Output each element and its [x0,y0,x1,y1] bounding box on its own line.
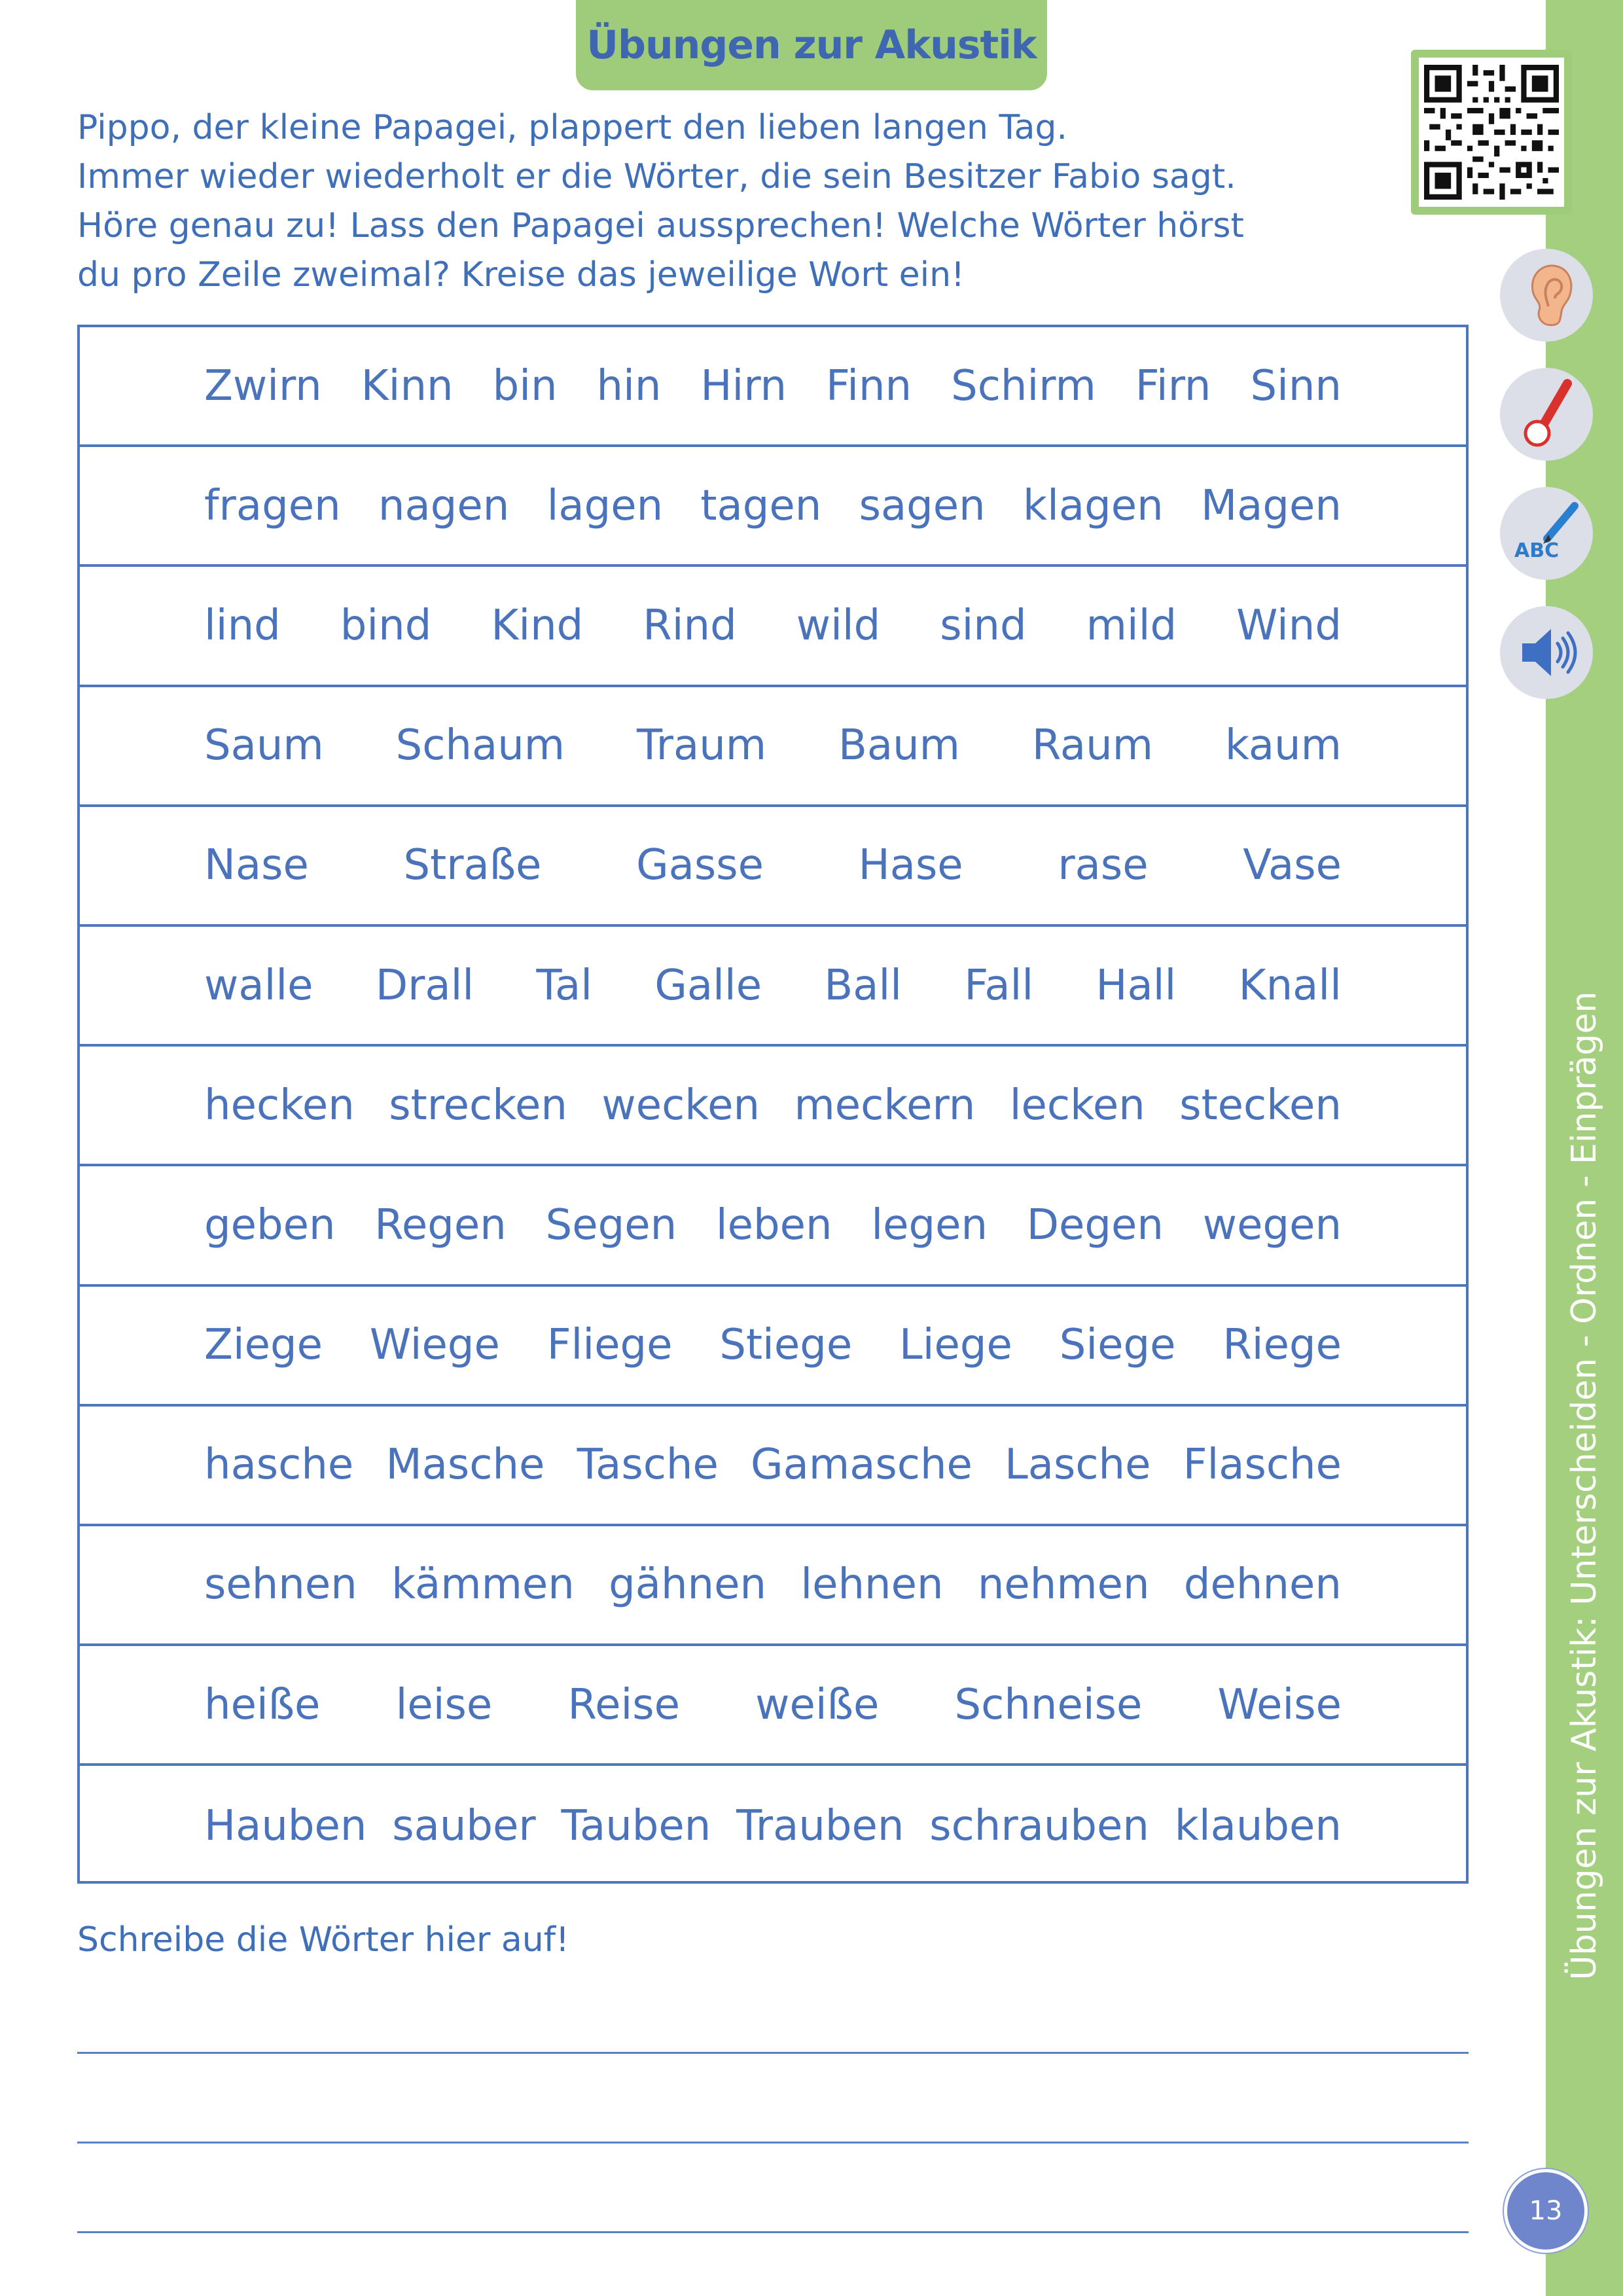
word-row [80,567,1466,687]
word-option[interactable]: Drall [375,961,474,1010]
writing-instruction: Schreibe die Wörter hier auf! [77,1920,569,1960]
instruction-line: Pippo, der kleine Papagei, plappert den lieben langen Tag. [77,108,1068,147]
word-row [80,1166,1466,1286]
word-option[interactable]: Sinn [1250,361,1342,410]
word-option[interactable]: Lasche [1005,1441,1151,1490]
audio-button[interactable] [1500,606,1593,699]
word-option[interactable]: Flasche [1183,1441,1342,1490]
word-option[interactable]: bind [340,601,432,650]
word-option[interactable]: sauber [392,1801,536,1850]
word-option[interactable]: Ball [824,961,902,1010]
abc-pencil-icon [1510,501,1582,566]
word-option[interactable]: Baum [838,721,960,770]
ear-button[interactable] [1500,249,1593,342]
word-option[interactable]: Schneise [954,1680,1143,1729]
word-row [80,1766,1466,1886]
word-option[interactable]: wegen [1202,1200,1342,1249]
word-option[interactable]: mild [1086,601,1177,650]
writing-line[interactable] [77,2142,1469,2144]
sidebar-label: Übungen zur Akustik: Unterscheiden - Ordnen - Einprägen [1565,991,1604,1981]
word-option[interactable]: Magen [1200,481,1342,530]
word-option[interactable]: Saum [204,721,324,770]
word-option[interactable]: Gasse [636,841,764,890]
word-option[interactable]: Weise [1217,1680,1342,1729]
word-option[interactable]: Siege [1059,1321,1176,1370]
word-row [80,327,1466,447]
word-option[interactable]: Tasche [577,1441,719,1490]
word-row [80,447,1466,567]
word-row [80,1287,1466,1407]
word-row [80,1526,1466,1646]
word-option[interactable]: hecken [204,1081,355,1130]
word-option[interactable]: Ziege [204,1321,323,1370]
word-option[interactable]: Hall [1096,961,1177,1010]
word-option[interactable]: fragen [204,481,341,530]
word-option[interactable]: Nase [204,841,309,890]
word-option[interactable]: geben [204,1200,336,1249]
word-option[interactable]: Hauben [204,1801,367,1850]
instruction-line: du pro Zeile zweimal? Kreise das jeweilige Wort ein! [77,255,965,295]
word-option[interactable]: lagen [546,481,664,530]
word-option[interactable]: lind [204,601,281,650]
word-table [77,325,1469,1884]
word-option[interactable]: leben [715,1200,832,1249]
word-option[interactable]: Vase [1243,841,1342,890]
word-option[interactable]: Reise [567,1680,680,1729]
word-option[interactable]: kaum [1224,721,1342,770]
word-option[interactable]: stecken [1179,1081,1342,1130]
word-row [80,687,1466,807]
word-option[interactable]: klagen [1023,481,1164,530]
word-option[interactable]: Segen [545,1200,677,1249]
title-tab [576,0,1047,90]
word-option[interactable]: Galle [654,961,762,1010]
word-option[interactable]: Tal [536,961,592,1010]
word-row [80,807,1466,927]
word-option[interactable]: Wiege [369,1321,500,1370]
svg-text:ABC: ABC [1514,539,1560,562]
word-option[interactable]: wild [796,601,881,650]
word-option[interactable]: Hase [858,841,963,890]
page-number: 13 [1504,2169,1588,2253]
word-row [80,1047,1466,1166]
word-option[interactable]: Kind [491,601,584,650]
word-option[interactable]: Liege [899,1321,1012,1370]
word-row [80,1407,1466,1526]
instruction-line: Immer wieder wiederholt er die Wörter, die sein Besitzer Fabio sagt. [77,157,1236,196]
word-option[interactable]: hin [596,361,662,410]
word-option[interactable]: Masche [385,1441,545,1490]
qr-code-icon[interactable] [1424,65,1559,200]
word-option[interactable]: Fliege [546,1321,673,1370]
writing-line[interactable] [77,2231,1469,2233]
word-option[interactable]: bin [492,361,558,410]
word-option[interactable]: rase [1058,841,1149,890]
word-option[interactable]: Straße [403,841,542,890]
word-option[interactable]: wecken [601,1081,760,1130]
word-option[interactable]: Stiege [719,1321,853,1370]
word-option[interactable]: walle [204,961,313,1010]
word-option[interactable]: Trauben [736,1801,904,1850]
word-row [80,1646,1466,1766]
word-option[interactable]: Firn [1135,361,1211,410]
word-option[interactable]: Raum [1031,721,1154,770]
word-option[interactable]: sagen [859,481,986,530]
word-option[interactable]: Tauben [561,1801,711,1850]
word-option[interactable]: Fall [964,961,1034,1010]
word-option[interactable]: dehnen [1183,1560,1342,1609]
magnifier-button[interactable] [1500,368,1593,461]
word-option[interactable]: Schaum [395,721,565,770]
word-option[interactable]: Rind [643,601,737,650]
word-option[interactable]: legen [871,1200,988,1249]
word-option[interactable]: Knall [1238,961,1342,1010]
word-option[interactable]: Traum [636,721,767,770]
word-option[interactable]: tagen [700,481,822,530]
word-option[interactable]: gähnen [609,1560,767,1609]
word-option[interactable]: weiße [755,1680,880,1729]
ear-icon [1517,259,1576,331]
word-option[interactable]: strecken [389,1081,567,1130]
word-option[interactable]: Kinn [361,361,454,410]
word-option[interactable]: Schirm [951,361,1096,410]
word-option[interactable]: sind [940,601,1027,650]
word-option[interactable]: hasche [204,1441,354,1490]
magnifier-icon [1514,378,1579,450]
word-option[interactable]: Finn [826,361,912,410]
word-option[interactable]: klauben [1174,1801,1342,1850]
word-option[interactable]: lehnen [800,1560,944,1609]
word-option[interactable]: leise [395,1680,493,1729]
word-option[interactable]: Wind [1236,601,1342,650]
word-option[interactable]: Riege [1222,1321,1342,1370]
word-option[interactable]: kämmen [391,1560,575,1609]
abc-writing-button[interactable] [1500,487,1593,580]
word-option[interactable]: heiße [204,1680,321,1729]
instructions [77,103,1244,300]
word-option[interactable]: sehnen [204,1560,357,1609]
writing-line[interactable] [77,2052,1469,2054]
word-option[interactable]: schrauben [929,1801,1149,1850]
word-option[interactable]: nagen [378,481,510,530]
speaker-icon [1510,620,1582,685]
word-option[interactable]: Hirn [700,361,787,410]
word-option[interactable]: meckern [794,1081,976,1130]
word-option[interactable]: Gamasche [751,1441,972,1490]
instruction-line: Höre genau zu! Lass den Papagei aussprechen! Welche Wörter hörst [77,206,1244,245]
word-row [80,927,1466,1047]
word-option[interactable]: Degen [1026,1200,1164,1249]
word-option[interactable]: nehmen [977,1560,1150,1609]
word-option[interactable]: lecken [1009,1081,1145,1130]
word-option[interactable]: Regen [374,1200,507,1249]
word-option[interactable]: Zwirn [204,361,322,410]
qr-code-frame [1411,50,1572,215]
page-title: Übungen zur Akustik [586,22,1037,68]
